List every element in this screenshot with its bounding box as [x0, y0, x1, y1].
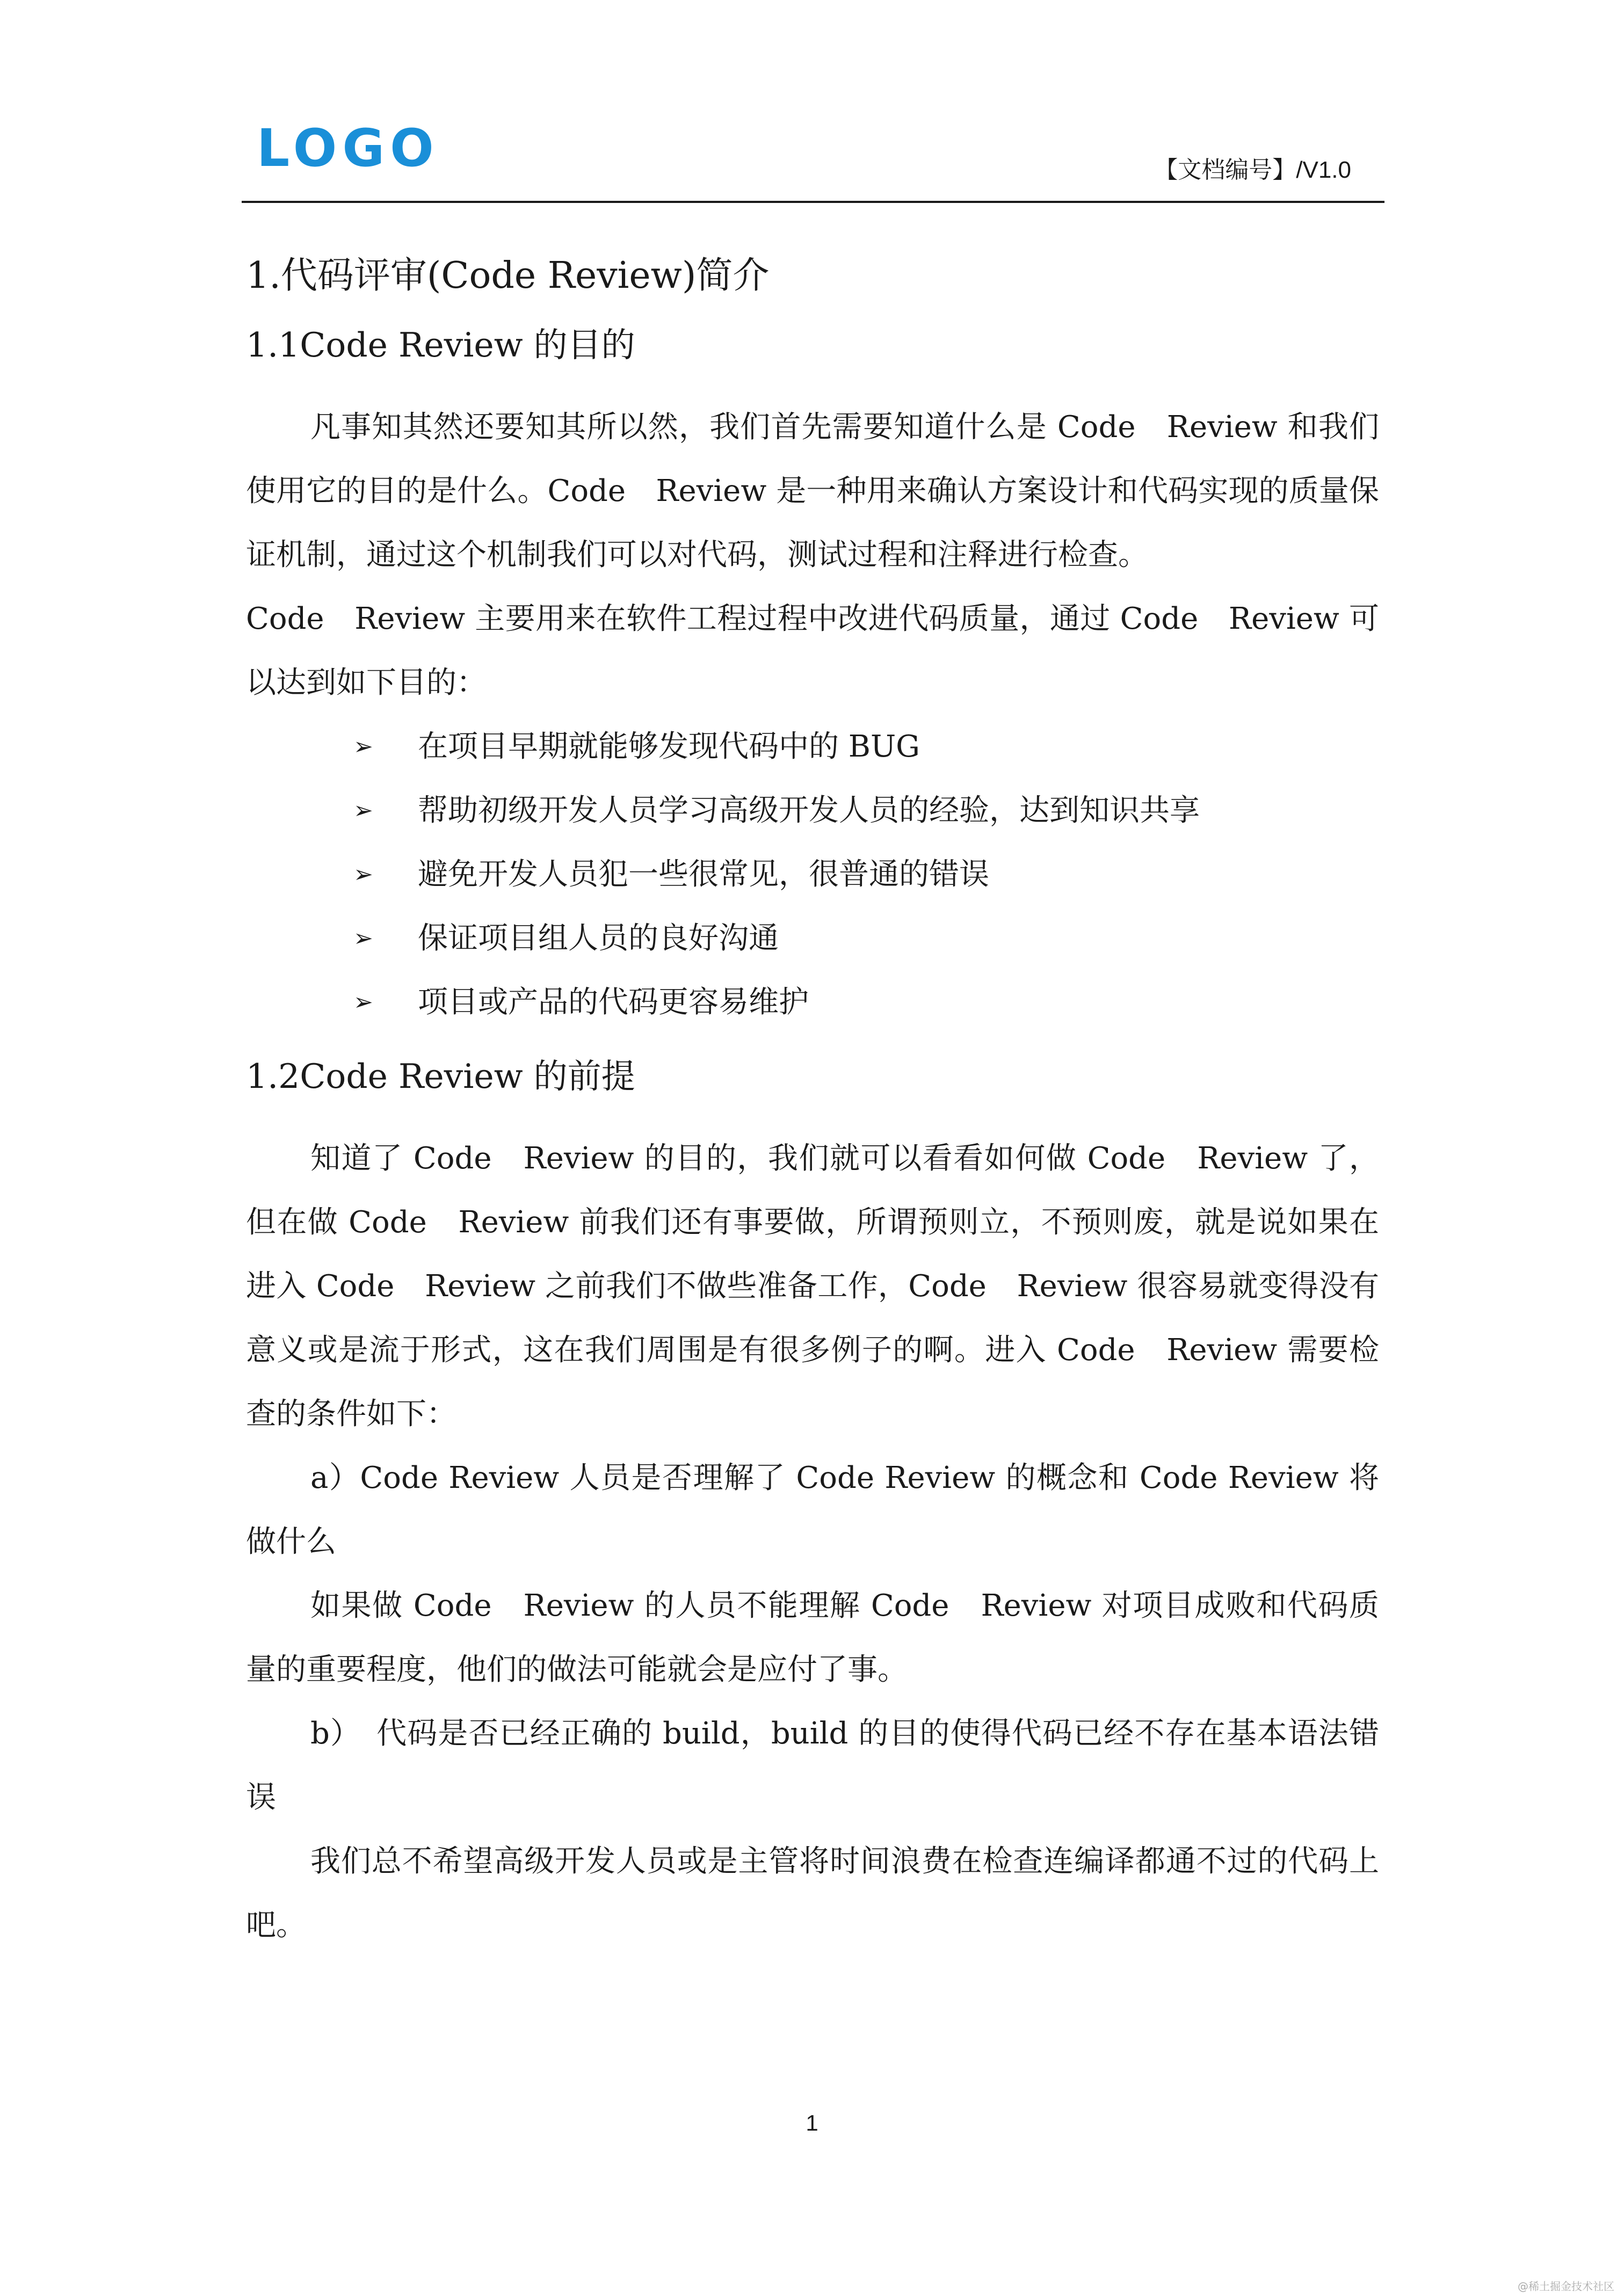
arrow-bullet-icon: ➢ [353, 989, 373, 1016]
section-title: 1.代码评审(Code Review)简介 [246, 255, 770, 297]
condition-b: b） 代码是否已经正确的 build，build 的目的使得代码已经不存在基本语法错误 [246, 1716, 1379, 1815]
document-number: 【文档编号】/V1.0 [1154, 157, 1351, 183]
arrow-bullet-icon: ➢ [353, 861, 373, 889]
list-item [246, 715, 1379, 779]
page-number: 1 [806, 2110, 818, 2135]
document-body [246, 252, 1379, 1957]
arrow-bullet-icon: ➢ [353, 733, 373, 761]
condition-a-explanation: 如果做 Code Review 的人员不能理解 Code Review 对项目成败和代码质量的重要程度，他们的做法可能就会是应付了事。 [246, 1588, 1379, 1688]
list-item-text: 项目或产品的代码更容易维护 [418, 985, 809, 1020]
watermark: @稀土掘金技术社区 [1518, 2280, 1614, 2293]
list-item-text: 保证项目组人员的良好沟通 [418, 921, 779, 956]
arrow-bullet-icon: ➢ [353, 925, 373, 953]
subsection-heading-purpose: 1.1Code Review 的目的 [246, 325, 635, 365]
purpose-goals-intro: Code Review 主要用来在软件工程过程中改进代码质量，通过 Code Review 可以达到如下目的： [246, 601, 1379, 701]
arrow-bullet-icon: ➢ [353, 797, 373, 825]
prerequisites-paragraph: 知道了 Code Review 的目的，我们就可以看看如何做 Code Review 了，但在做 Code Review 前我们还有事要做，所谓预则立，不预则废，就是说如果在进入 Code Review 之前我们不做些准备工作，Code Review 很容易就变得没有意义或是流于形式，这在我们周围是有很多例子的啊。进入 Code Review 需要检查的条件如下： [246, 1141, 1379, 1432]
list-item [246, 906, 1379, 970]
subsection-heading-prerequisites: 1.2Code Review 的前提 [246, 1057, 635, 1096]
list-item [246, 842, 1379, 906]
purpose-paragraph: 凡事知其然还要知其所以然，我们首先需要知道什么是 Code Review 和我们使用它的目的是什么。Code Review 是一种用来确认方案设计和代码实现的质量保证机制，通过这个机制我们可以对代码，测试过程和注释进行检查。 [246, 410, 1379, 573]
goals-list [246, 715, 1379, 1034]
list-item [246, 970, 1379, 1034]
list-item [246, 779, 1379, 842]
list-item-text: 帮助初级开发人员学习高级开发人员的经验，达到知识共享 [418, 793, 1200, 829]
condition-b-explanation: 我们总不希望高级开发人员或是主管将时间浪费在检查连编译都通不过的代码上吧。 [246, 1844, 1379, 1943]
header-divider [242, 201, 1384, 203]
condition-a: a）Code Review 人员是否理解了 Code Review 的概念和 Code Review 将做什么 [246, 1461, 1379, 1560]
list-item-text: 在项目早期就能够发现代码中的 BUG [418, 729, 920, 765]
logo: LOGO [257, 118, 439, 178]
list-item-text: 避免开发人员犯一些很常见，很普通的错误 [418, 857, 989, 892]
